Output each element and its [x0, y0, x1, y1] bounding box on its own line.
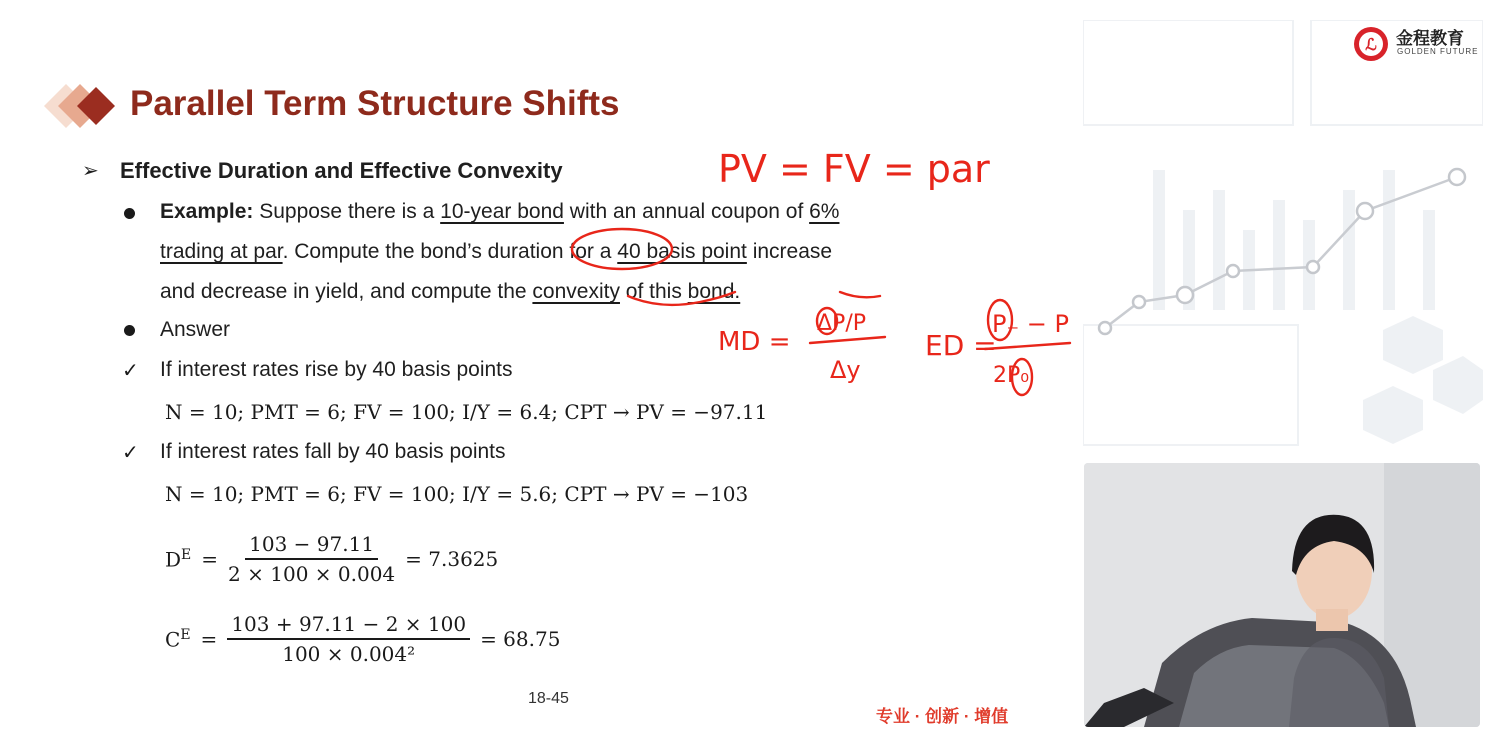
duration-symbol-base: D [165, 547, 182, 572]
ed-handwritten-note: ED = [925, 329, 997, 362]
page-number: 18-45 [528, 690, 569, 707]
fall-label: If interest rates fall by 40 basis points [160, 440, 506, 463]
example-text: increase [746, 240, 833, 263]
convexity-fraction [227, 612, 470, 666]
check-icon: ✓ [122, 360, 139, 382]
fall-calculation: N = 10; PMT = 6; FV = 100; I/Y = 5.6; CPT → PV = −103 [165, 482, 749, 506]
logo-name: 金程教育 [1396, 29, 1464, 48]
example-text: convexity [532, 280, 620, 303]
convexity-result: = 68.75 [480, 627, 561, 651]
example-text: 10-year bond [440, 200, 564, 223]
example-text: and decrease in yield, and compute the [160, 280, 533, 303]
example-text: Suppose there is a [253, 200, 441, 223]
equals-sign: = [201, 547, 219, 571]
presenter-image [1084, 463, 1480, 727]
rise-calculation: N = 10; PMT = 6; FV = 100; I/Y = 6.4; CPT → PV = −97.11 [165, 400, 768, 424]
duration-denominator: 2 × 100 × 0.004 [228, 562, 396, 586]
convexity-symbol-base: C [165, 627, 181, 652]
check-icon: ✓ [122, 442, 139, 464]
arrow-bullet-icon: ➢ [82, 160, 99, 182]
rise-label: If interest rates rise by 40 basis points [160, 358, 513, 381]
duration-result: = 7.3625 [405, 547, 499, 571]
duration-numerator: 103 − 97.11 [245, 532, 378, 560]
example-text: duration [487, 240, 564, 263]
md-numerator-ink: ΔP/P [817, 311, 866, 336]
section-heading: Effective Duration and Effective Convexity [120, 158, 563, 183]
convexity-symbol-sup: E [180, 626, 191, 643]
example-text: 6% [809, 200, 840, 223]
example-text: with an annual coupon of [563, 200, 810, 223]
slogan: 专业 · 创新 · 增值 [876, 707, 1009, 726]
bond-underline-annotation [840, 292, 880, 297]
duration-circle-annotation [572, 229, 672, 269]
example-text: for a [563, 240, 618, 263]
ed-numerator-ink: P₋ − P [992, 310, 1069, 338]
convexity-underline-annotation [628, 292, 735, 305]
convexity-numerator: 103 + 97.11 − 2 × 100 [227, 612, 470, 640]
duration-fraction [228, 532, 395, 586]
background-decoration [1083, 20, 1483, 460]
svg-text:ℒ: ℒ [1365, 35, 1377, 54]
md-denominator-ink: Δy [830, 356, 861, 384]
md-fraction-line [810, 337, 885, 343]
duration-formula [165, 532, 498, 586]
logo-subtitle: GOLDEN FUTURE [1397, 47, 1479, 56]
presenter-video [1084, 463, 1480, 727]
duration-symbol [165, 547, 191, 572]
slide-title: Parallel Term Structure Shifts [130, 84, 620, 123]
example-label: Example: [160, 200, 254, 223]
convexity-denominator: 100 × 0.004² [282, 642, 416, 666]
example-text: trading at par [160, 240, 283, 263]
convexity-symbol [165, 627, 191, 652]
company-logo [1352, 22, 1492, 66]
answer-label: Answer [160, 318, 231, 341]
handwriting-overlay [0, 0, 1080, 420]
example-text: of this [619, 280, 688, 303]
ed-denominator-ink: 2P₀ [993, 363, 1030, 388]
md-handwritten-note: MD = [718, 327, 791, 357]
ed-fraction-line [985, 343, 1070, 349]
pv-handwritten-note: PV = FV = par [718, 147, 990, 191]
example-text: . Compute the bond’s [282, 240, 488, 263]
example-text: bond. [687, 280, 741, 303]
equals-sign: = [200, 627, 218, 651]
example-text: 40 basis point [617, 240, 747, 263]
convexity-formula [165, 612, 560, 666]
logo-icon [1352, 25, 1390, 63]
duration-symbol-sup: E [181, 546, 192, 563]
